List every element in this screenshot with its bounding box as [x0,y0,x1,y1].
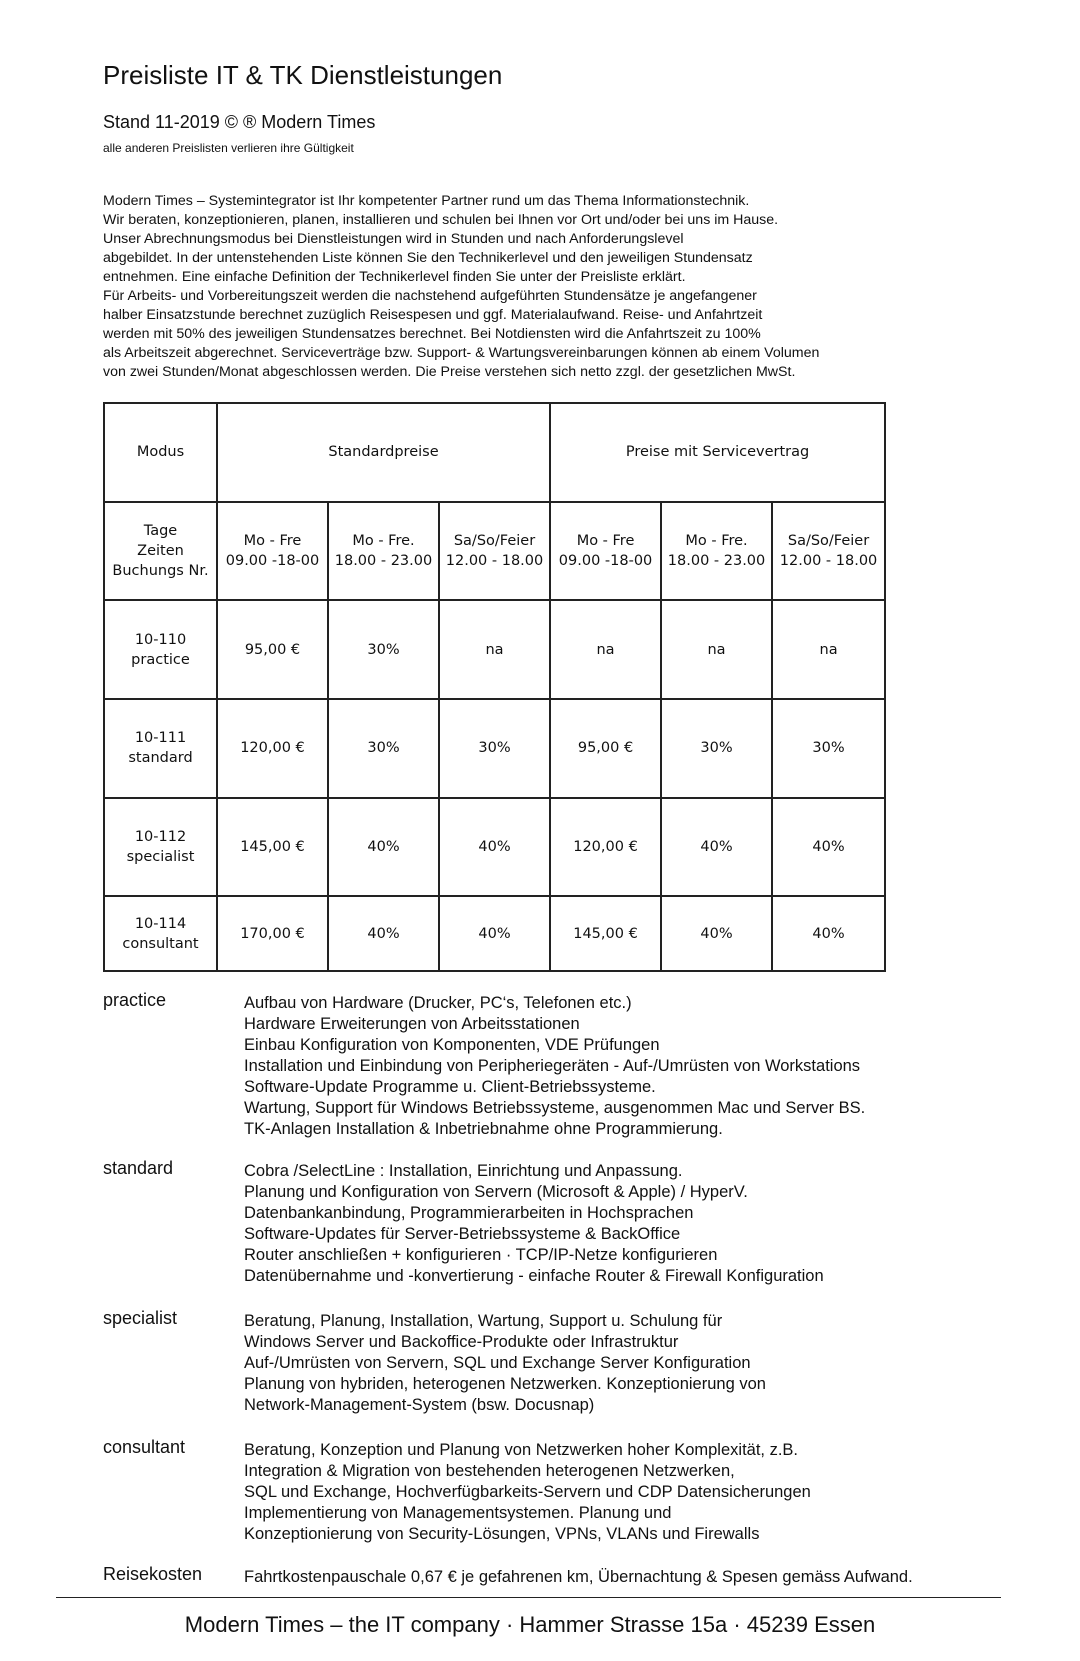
level-line: Konzeptionierung von Security-Lösungen, VPNs, VLANs und Firewalls [244,1525,760,1543]
level-line: Software-Updates für Server-Betriebssysteme & BackOffice [244,1225,681,1243]
subheader-label [104,502,217,601]
level-lines [244,1161,824,1287]
level-line: Cobra /SelectLine : Installation, Einrichtung und Anpassung. [244,1162,683,1180]
level-line: TK-Anlagen Installation & Inbetriebnahme ohne Programmierung. [244,1120,723,1138]
level-lines [244,1311,766,1416]
subheader-col [550,502,661,601]
level-line: Beratung, Konzeption und Planung von Netzwerken hoher Komplexität, z.B. [244,1441,799,1459]
level-line: Implementierung von Managementsystemen. Planung und [244,1504,672,1522]
level-line: SQL und Exchange, Hochverfügbarkeits-Servern und CDP Datensicherungen [244,1483,811,1501]
level-line: Installation und Einbindung von Peripheriegeräten - Auf-/Umrüsten von Workstations [244,1057,861,1075]
level-label: consultant [103,1437,186,1457]
page-title: Preisliste IT & TK Dienstleistungen [103,60,503,90]
intro-line: Wir beraten, konzeptionieren, planen, installieren und schulen bei Ihnen vor Ort und/oder bei uns im Hause. [103,212,779,228]
row-level-cell [104,600,217,699]
booking-code: 10-112 [134,829,187,846]
level-line: Software-Update Programme u. Client-Betriebssysteme. [244,1078,656,1096]
price-cell: na [439,600,550,699]
booking-code: 10-114 [134,915,187,932]
col-day: Sa/So/Feier [453,533,536,550]
price-cell: 30% [439,699,550,798]
price-table [103,402,886,972]
price-cell: 30% [661,699,772,798]
travel-costs-lines [244,1567,913,1588]
validity-note: alle anderen Preislisten verlieren ihre Gültigkeit [103,141,354,155]
level-line: Einbau Konfiguration von Komponenten, VDE Prüfungen [244,1036,660,1054]
label-zeiten: Zeiten [137,543,184,560]
level-line: Integration & Migration von bestehenden heterogenen Netzwerken, [244,1462,735,1480]
intro-text [103,192,963,382]
col-time: 18.00 - 23.00 [334,553,433,570]
row-level-cell [104,699,217,798]
subheader-col [328,502,439,601]
col-day: Mo - Fre [576,533,635,550]
table-row [104,600,885,699]
level-line: Router anschließen + konfigurieren · TCP/IP-Netze konfigurieren [244,1246,718,1264]
level-name: consultant [122,935,199,952]
travel-costs-label: Reisekosten [103,1564,203,1584]
price-cell: 40% [772,896,885,971]
price-cell: 30% [328,600,439,699]
price-cell: 40% [772,798,885,897]
header-modus: Modus [104,403,217,502]
level-name: specialist [126,849,195,866]
col-time: 12.00 - 18.00 [779,553,878,570]
intro-line: werden mit 50% des jeweiligen Stundensatzes berechnet. Bei Notdiensten wird die Anfahrtszeit zu 100% [103,326,761,342]
price-cell: 145,00 € [550,896,661,971]
label-tage: Tage [143,523,178,540]
level-line: Windows Server und Backoffice-Produkte oder Infrastruktur [244,1333,679,1351]
level-name: standard [128,750,193,767]
col-time: 09.00 -18-00 [225,553,320,570]
price-cell: 30% [772,699,885,798]
price-cell: na [772,600,885,699]
table-header-row [104,403,885,502]
price-cell: 120,00 € [217,699,328,798]
table-row [104,896,885,971]
intro-line: Für Arbeits- und Vorbereitungszeit werden die nachstehend aufgeführten Stundensätze je angefangener [103,288,757,304]
price-cell: 95,00 € [217,600,328,699]
level-label: practice [103,990,167,1010]
level-line: Aufbau von Hardware (Drucker, PC‘s, Telefonen etc.) [244,994,632,1012]
price-cell: 40% [328,896,439,971]
row-level-cell [104,798,217,897]
level-line: Planung von hybriden, heterogenen Netzwerken. Konzeptionierung von [244,1375,766,1393]
price-cell: 40% [328,798,439,897]
price-cell: 95,00 € [550,699,661,798]
level-line: Auf-/Umrüsten von Servern, SQL und Exchange Server Konfiguration [244,1354,751,1372]
level-label: specialist [103,1308,178,1328]
subheader-col [661,502,772,601]
company-footer: Modern Times – the IT company · Hammer Strasse 15a · 45239 Essen [184,1612,876,1637]
col-time: 18.00 - 23.00 [667,553,766,570]
subheader-col [772,502,885,601]
level-lines [244,1440,811,1545]
level-line: Beratung, Planung, Installation, Wartung, Support u. Schulung für [244,1312,723,1330]
level-line: Datenübernahme und -konvertierung - einfache Router & Firewall Konfiguration [244,1267,824,1285]
level-line: Wartung, Support für Windows Betriebssysteme, ausgenommen Mac und Server BS. [244,1099,866,1117]
level-label: standard [103,1158,174,1178]
col-time: 12.00 - 18.00 [445,553,544,570]
price-cell: na [661,600,772,699]
subheader-col [439,502,550,601]
header-standardpreise: Standardpreise [217,403,550,502]
version-stand: Stand 11-2019 © ® Modern Times [103,112,376,132]
label-buchungs-nr: Buchungs Nr. [112,563,209,580]
level-line: Hardware Erweiterungen von Arbeitsstationen [244,1015,580,1033]
price-cell: 40% [661,896,772,971]
col-day: Mo - Fre. [352,533,415,550]
price-cell: 145,00 € [217,798,328,897]
level-line: Planung und Konfiguration von Servern (Microsoft & Apple) / HyperV. [244,1183,748,1201]
intro-line: Unser Abrechnungsmodus bei Dienstleistungen wird in Stunden und nach Anforderungslevel [103,231,684,247]
price-cell: 30% [328,699,439,798]
price-cell: 40% [661,798,772,897]
header-servicevertrag: Preise mit Servicevertrag [550,403,885,502]
intro-line: Modern Times – Systemintegrator ist Ihr kompetenter Partner rund um das Thema Informationstechnik. [103,193,750,209]
booking-code: 10-110 [134,631,187,648]
level-name: practice [131,651,190,668]
price-cell: 40% [439,798,550,897]
table-row [104,798,885,897]
booking-code: 10-111 [134,730,187,747]
level-line: Datenbankanbindung, Programmierarbeiten in Hochsprachen [244,1204,694,1222]
intro-line: halber Einsatzstunde berechnet zuzüglich Reisespesen und ggf. Materialaufwand. Reise- und Anfahrtzeit [103,307,763,323]
travel-costs-text: Fahrtkostenpauschale 0,67 € je gefahrenen km, Übernachtung & Spesen gemäss Aufwand. [244,1568,913,1586]
footer-divider [56,1597,1001,1598]
table-row [104,699,885,798]
price-cell: 40% [439,896,550,971]
price-cell: 120,00 € [550,798,661,897]
intro-line: als Arbeitszeit abgerechnet. Serviceverträge bzw. Support- & Wartungsvereinbarungen können ab einem Volumen [103,345,820,361]
price-cell: na [550,600,661,699]
intro-line: abgebildet. In der untenstehenden Liste können Sie den Technikerlevel und den jeweiligen Stundensatz [103,250,753,266]
row-level-cell [104,896,217,971]
col-day: Sa/So/Feier [787,533,870,550]
level-line: Network-Management-System (bsw. Docusnap) [244,1396,595,1414]
intro-line: entnehmen. Eine einfache Definition der Technikerlevel finden Sie unter der Preisliste erklärt. [103,269,686,285]
col-time: 09.00 -18-00 [558,553,653,570]
subheader-col [217,502,328,601]
level-lines [244,993,865,1140]
intro-line: von zwei Stunden/Monat abgeschlossen werden. Die Preise verstehen sich netto zzgl. der gesetzlichen MwSt. [103,364,796,380]
table-subheader-row [104,502,885,601]
col-day: Mo - Fre [243,533,302,550]
col-day: Mo - Fre. [685,533,748,550]
price-cell: 170,00 € [217,896,328,971]
